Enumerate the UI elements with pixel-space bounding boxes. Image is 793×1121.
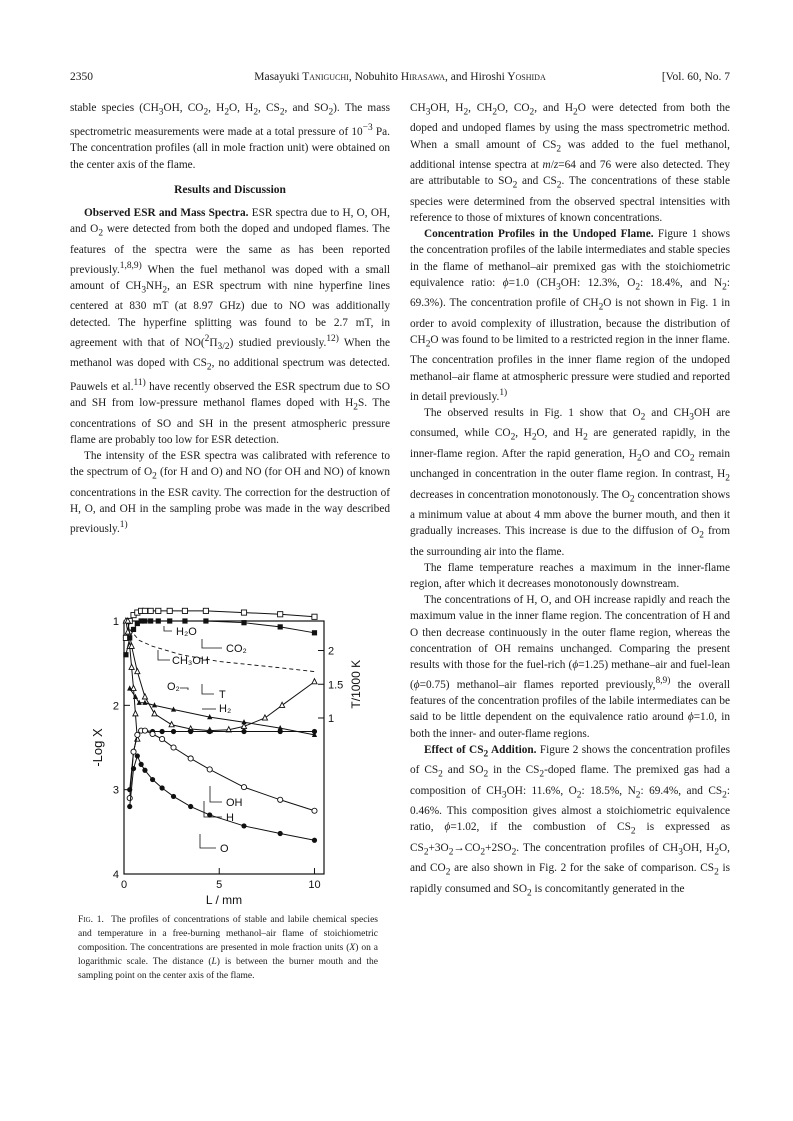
- y-tick-label: 4: [112, 869, 119, 881]
- series-1-point: [123, 652, 128, 657]
- series-6-point: [207, 729, 212, 734]
- series-8-point: [171, 794, 176, 799]
- running-authors: Masayuki Taniguchi, Nobuhito Hirasawa, and Hiroshi Yoshida: [254, 71, 546, 83]
- x-axis-label: L / mm: [205, 893, 243, 906]
- left-column: [70, 100, 390, 537]
- label-leader: [180, 688, 188, 690]
- label-leader: [158, 650, 170, 660]
- paragraph-mass-detection: $CH_3OH$, $H_2$, $CH_2O$, $CO_2$, and $H_2O$ were detected from both the doped and undoped flames by using the mass spectrometric method. When a small amount of $CS_2$ was added to the fuel methanol, additional intense spectra at m/z=64 and 76 were also detected. They are attributable to $SO_2$ and $CS_2$. The concentrations of these stable species were determined from the observed spectral intensities with reference to those of mixtures of known concentrations.: [410, 102, 731, 224]
- series-6-point: [188, 729, 193, 734]
- series-7-point: [131, 749, 136, 754]
- series-label-3: O₂: [167, 681, 180, 693]
- paragraph-temperature: The flame temperature reaches a maximum in the inner-flame region, after which it decreases monotonously downstream.: [410, 561, 730, 591]
- series-label-6: OH: [226, 797, 243, 809]
- y-tick-label: 3: [112, 784, 119, 797]
- series-1-point: [312, 630, 317, 635]
- series-7-point: [135, 732, 140, 737]
- series-7-point: [142, 728, 147, 733]
- series-2-point: [133, 711, 138, 716]
- y2-axis-label: T/1000 K: [349, 659, 363, 709]
- series-7-point: [207, 767, 212, 772]
- label-leader: [204, 801, 222, 817]
- x-tick-label: 10: [308, 879, 321, 891]
- paragraph-radicals: The concentrations of H, O, and OH increase rapidly and reach the maximum value in the inner flame region. The concentration of H and O then decrease continuously in the outer flame region, whereas the concentration of OH remains unchanged. Comparing the present results with those for the fuel-rich (ϕ=1.25) methane–air and fuel-lean (ϕ=0.75) methanol–air flames reported previously,$^{8,9)}$ the overall features of the concentration profiles of the labile intermediates can be said to be little dependent on the equivalence ratio around ϕ=1.0, in both the inner- and outer-flame regions.: [410, 594, 731, 740]
- label-leader: [210, 786, 222, 802]
- right-column: [410, 100, 730, 901]
- series-1-line: [126, 621, 315, 655]
- x-tick-label: 5: [216, 879, 223, 891]
- series-1-point: [203, 618, 208, 623]
- label-leader: [200, 834, 216, 848]
- series-7-line: [130, 731, 315, 811]
- series-8-point: [142, 768, 147, 773]
- series-label-8: O: [220, 843, 229, 855]
- page-number: 2350: [70, 71, 93, 83]
- series-8-point: [241, 823, 246, 828]
- series-3-point: [312, 679, 317, 684]
- series-6-point: [171, 729, 176, 734]
- series-0-point: [156, 608, 161, 613]
- series-2-point: [129, 664, 134, 669]
- paragraph-cs2-addition: Effect of $CS_2$ Addition. Figure 2 shows the concentration profiles of $CS_2$ and $SO_2$ in the $CS_2$-doped flame. The premixed gas had a composition of $CH_3OH$: 11.6%, $O_2$: 18.5%, $N_2$: 69.4%, and $CS_2$: 0.46%. This composition gives almost a stoichiometric equivalence ratio, ϕ=1.02, if the combustion of $CS_2$ is expressed as $CS_2+3O_2\to CO_2+2SO_2$. The concentration profiles of $CH_3OH$, $H_2O$, and $CO_2$ are also shown in Fig. 2 for the sake of comparison. $CS_2$ is rapidly consumed and $SO_2$ is concomitantly generated in the: [410, 743, 731, 899]
- series-8-point: [135, 753, 140, 758]
- series-0-point: [167, 608, 172, 613]
- series-6-point: [278, 729, 283, 734]
- series-label-4: T: [219, 689, 226, 701]
- series-8-point: [188, 804, 193, 809]
- paragraph-esr-mass-spectra: Observed ESR and Mass Spectra. ESR spectra due to H, O, OH, and $O_2$ were detected from both the doped and undoped flames. The features of the spectra were the same as has been reported previously.$^{1,8,9)}$ When the fuel methanol was doped with a small amount of $CH_3NH_2$, an ESR spectrum with nine hyperfine lines centered at 830 mT (at 8.97 GHz) due to NO was additionally detected. The hyperfine splitting was found to be 2.7 mT, in agreement with that of $NO(^2\Pi_{3/2})$ studied previously.$^{12)}$ When the methanol was doped with $CS_2$, no additional spectrum was detected. Pauwels et al.$^{11)}$ have recently observed the ESR spectrum due to SO and SH from low-pressure methanol flames doped with $H_2S$. The concentrations of SO and SH in the present atmospheric pressure flame are probably too low for ESR detection.: [70, 207, 391, 447]
- caption-text: The profiles of concentrations of stable and labile chemical species and temperature in a free-burning methanol–air flame of stoichiometric composition. The concentrations are presented in mole fraction units (X) on a logarithmic scale. The distance (L) is between the burner mouth and the sampling point on the center axis of the flame.: [78, 915, 378, 981]
- paragraph-methods-end: stable species ($CH_3OH$, $CO_2$, $H_2O$, $H_2$, $CS_2$, and $SO_2$). The mass spectrometric measurements were made at a total pressure of $10^{-3}$ Pa. The concentration profiles (all in mole fraction unit) were obtained on the center axis of the flame.: [70, 102, 391, 171]
- series-label-7: H: [226, 812, 234, 824]
- series-8-line: [130, 756, 315, 840]
- series-6-point: [241, 729, 246, 734]
- figure-1-caption: [78, 913, 378, 983]
- y-tick-label: 1: [112, 616, 119, 628]
- series-8-point: [150, 777, 155, 782]
- series-0-point: [182, 608, 187, 613]
- journal-volume: [Vol. 60, No. 7: [661, 71, 730, 83]
- series-6-point: [312, 729, 317, 734]
- paragraph-observed-results: The observed results in Fig. 1 show that $O_2$ and $CH_3OH$ are consumed, while $CO_2$, $H_2O$, and $H_2$ are generated rapidly, in the inner-flame region. After the rapid generation, $H_2O$ and $CO_2$ remain unchanged in concentration in the outer flame region. In contrast, $H_2$ decreases in concentration monotonously. The $O_2$ concentration shows a minimum value at about 4 mm above the burner mouth, and then it gradually increases. This increase is due to the diffusion of $O_2$ from the surrounding air into the flame.: [410, 406, 731, 558]
- series-0-point: [312, 614, 317, 619]
- series-8-point: [312, 838, 317, 843]
- series-1-point: [241, 620, 246, 625]
- paragraph-undoped-flame: Concentration Profiles in the Undoped Flame. Figure 1 shows the concentration profiles of the labile intermediates and stable species in the flame of methanol–air premixed gas with the stoichiometric equivalence ratio: ϕ=1.0 ($CH_3OH$: 12.3%, $O_2$: 18.4%, and $N_2$: 69.3%). The concentration profile of $CH_2O$ is not shown in Fig. 1 in order to avoid complexity of illustration, because the distribution of $CH_2O$ was found to be limited to a restricted region in the inner flame. The concentration profiles in the inner flame region of the undoped methanol–air flame at atmospheric pressure were studied and reported in detail previously.$^{1)}$: [410, 228, 730, 403]
- y2-tick-label: 1.5: [328, 679, 344, 692]
- series-7-point: [150, 731, 155, 736]
- series-8-point: [139, 762, 144, 767]
- series-8-point: [127, 804, 132, 809]
- y2-tick-label: 1: [328, 712, 335, 725]
- series-1-point: [182, 618, 187, 623]
- series-label-2: CH₃OH: [172, 655, 209, 667]
- series-0-line: [126, 611, 315, 638]
- series-label-5: H₂: [219, 703, 232, 715]
- section-heading: Results and Discussion: [174, 183, 286, 196]
- series-7-point: [159, 736, 164, 741]
- series-3-point: [279, 702, 284, 707]
- series-label-1: CO₂: [226, 643, 247, 655]
- series-3-point: [135, 669, 140, 674]
- series-1-point: [148, 618, 153, 623]
- y-axis-label: -Log X: [90, 728, 105, 767]
- series-7-point: [241, 785, 246, 790]
- figure-1: [74, 606, 388, 906]
- series-3-point: [142, 694, 147, 699]
- label-leader: [164, 626, 172, 631]
- series-4-line: [130, 629, 315, 671]
- series-label-0: H₂O: [176, 626, 197, 638]
- series-1-point: [278, 624, 283, 629]
- series-0-point: [278, 612, 283, 617]
- running-header: [70, 71, 730, 87]
- series-7-point: [127, 796, 132, 801]
- series-6-point: [159, 729, 164, 734]
- series-8-point: [159, 785, 164, 790]
- figure-1-chart: [74, 606, 388, 906]
- series-1-point: [167, 618, 172, 623]
- x-tick-label: 0: [120, 879, 128, 891]
- series-7-point: [312, 808, 317, 813]
- series-0-point: [148, 608, 153, 613]
- y-tick-label: 2: [112, 700, 119, 713]
- series-1-point: [142, 618, 147, 623]
- series-8-point: [131, 766, 136, 771]
- series-0-point: [142, 608, 147, 613]
- label-leader: [202, 684, 214, 694]
- series-6-line: [130, 731, 315, 790]
- y2-tick-label: 2: [328, 645, 335, 658]
- series-0-point: [203, 608, 208, 613]
- paragraph-esr-calibration: The intensity of the ESR spectra was calibrated with reference to the spectrum of $O_2$ (for H and O) and NO (for OH and NO) of known concentrations in the ESR cavity. The correction for the destruction of H, O, and OH in the sampling probe was made in the way described previously.$^{1)}$: [70, 450, 390, 536]
- series-7-point: [171, 745, 176, 750]
- series-8-point: [278, 831, 283, 836]
- series-7-point: [188, 756, 193, 761]
- series-0-point: [241, 610, 246, 615]
- caption-label: Fig. 1.: [78, 915, 104, 925]
- series-3-point: [169, 722, 174, 727]
- series-5-point: [127, 685, 132, 690]
- label-leader: [202, 639, 222, 648]
- series-7-point: [278, 797, 283, 802]
- series-3-point: [262, 715, 267, 720]
- series-1-point: [156, 618, 161, 623]
